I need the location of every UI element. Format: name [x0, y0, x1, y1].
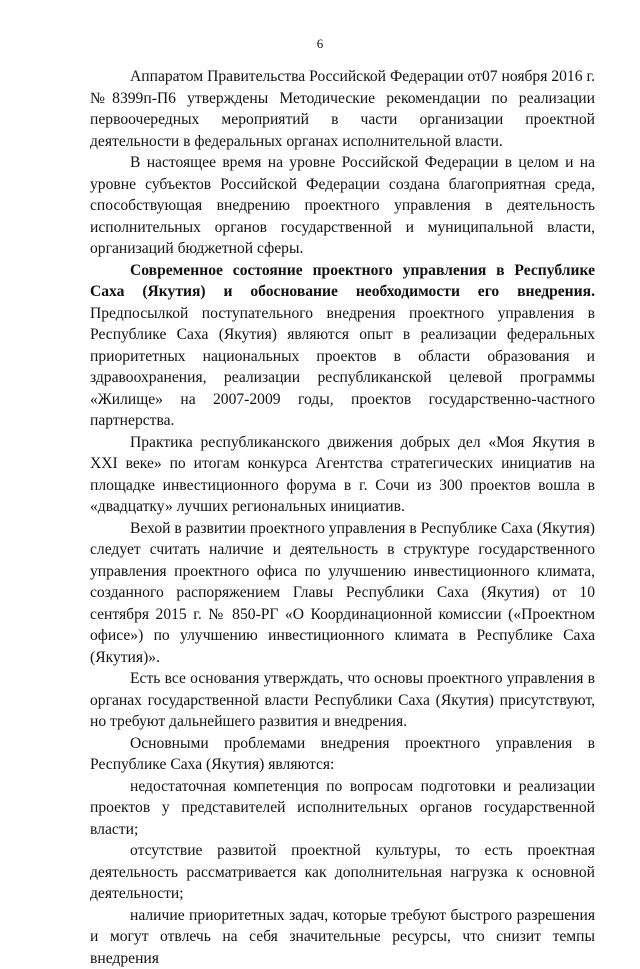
paragraph-2: В настоящее время на уровне Российской Федерации в целом и на уровне субъектов Российской Федерации создана благоприятная среда, способствующая внедрению проектного управления в деятельность исполнительных органов государственной и муниципальной власти, организаций бюджетной сферы.: [90, 152, 595, 260]
section-heading: Современное состояние проектного управления в Республике Саха (Якутия) и обоснование необходимости его внедрения.: [90, 262, 595, 301]
paragraph-3-body: Предпосылкой поступательного внедрения проектного управления в Республике Саха (Якутия) являются опыт в реализации федеральных приоритетных национальных проектов в области образования и здравоохранения, реализации республиканской целевой программы «Жилище» на 2007-2009 годы, проектов государственно-частного партнерства.: [90, 305, 595, 430]
paragraph-7: Основными проблемами внедрения проектного управления в Республике Саха (Якутия) являются:: [90, 733, 595, 776]
document-body: [90, 66, 595, 969]
list-item-2: отсутствие развитой проектной культуры, то есть проектная деятельность рассматривается как дополнительная нагрузка к основной деятельности;: [90, 840, 595, 905]
paragraph-4: Практика республиканского движения добрых дел «Моя Якутия в XXI веке» по итогам конкурса Агентства стратегических инициатив на площадке инвестиционного форума в г. Сочи из 300 проектов вошла в «двадцатку» лучших региональных инициатив.: [90, 432, 595, 518]
list-item-3: наличие приоритетных задач, которые требуют быстрого разрешения и могут отвлечь на себя значительные ресурсы, что снизит темпы внедрения: [90, 905, 595, 969]
list-item-1: недостаточная компетенция по вопросам подготовки и реализации проектов у представителей исполнительных органов государственной власти;: [90, 776, 595, 841]
paragraph-3: [90, 260, 595, 432]
page-number: 6: [0, 36, 640, 52]
paragraph-5: Вехой в развитии проектного управления в Республике Саха (Якутия) следует считать наличие и деятельность в структуре государственного управления проектного офиса по улучшению инвестиционного климата, созданного распоряжением Главы Республики Саха (Якутия) от 10 сентября 2015 г. № 850-РГ «О Координационной комиссии («Проектном офисе») по улучшению инвестиционного климата в Республике Саха (Якутия)».: [90, 518, 595, 669]
paragraph-6: Есть все основания утверждать, что основы проектного управления в органах государственной власти Республики Саха (Якутия) присутствуют, но требуют дальнейшего развития и внедрения.: [90, 668, 595, 733]
paragraph-1: Аппаратом Правительства Российской Федерации от07 ноября 2016 г. №8399п-П6 утверждены Методические рекомендации по реализации первоочередных мероприятий в части организации проектной деятельности в федеральных органах исполнительной власти.: [90, 66, 595, 152]
